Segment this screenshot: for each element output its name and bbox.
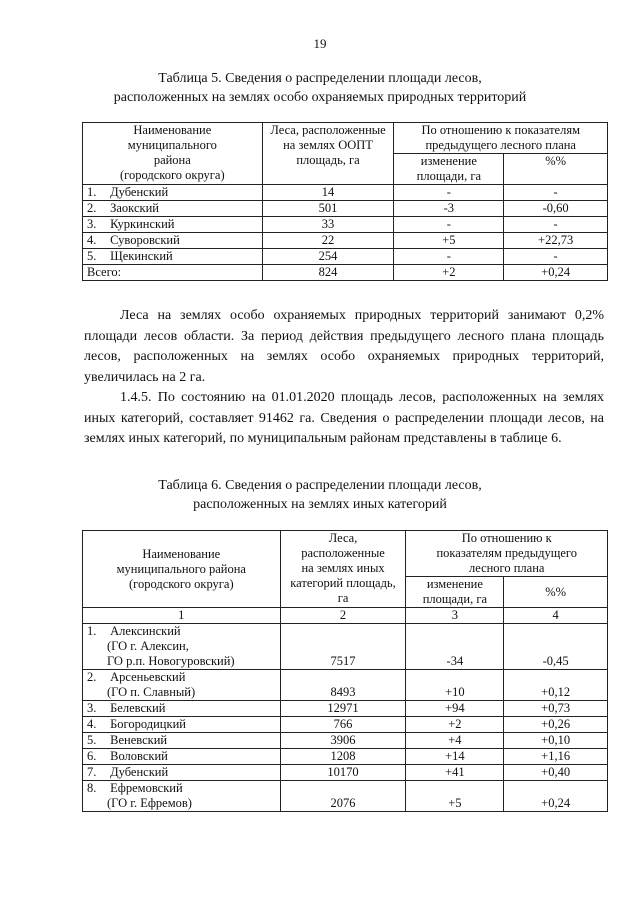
district-subname: (ГО г. Алексин, xyxy=(107,639,189,653)
table5-cell-name xyxy=(83,249,263,265)
table5-header-relation xyxy=(394,123,608,154)
table6-cell-area: 12971 xyxy=(280,701,406,717)
table6-cell-change: +2 xyxy=(406,717,504,733)
table5-total-area: 824 xyxy=(262,265,394,281)
table6-cell-name xyxy=(83,717,281,733)
table5-cell-percent: +22,73 xyxy=(504,233,608,249)
table6-caption xyxy=(0,476,640,514)
table6-cell-change: -34 xyxy=(406,624,504,670)
table5-header-percent: %% xyxy=(504,154,608,185)
table5-header-forest-line: площадь, га xyxy=(296,153,360,167)
col-number: 3 xyxy=(406,608,504,624)
table-row xyxy=(83,717,608,733)
table-row xyxy=(83,670,608,701)
table5-header-change-line: изменение xyxy=(420,154,477,168)
table5-header-forest-line: на землях ООПТ xyxy=(283,138,373,152)
table5-header-row xyxy=(83,123,608,154)
district-name: Суворовский xyxy=(110,233,180,247)
col-number: 4 xyxy=(504,608,608,624)
table6-cell-area: 3906 xyxy=(280,733,406,749)
table6-header-relation-line: лесного плана xyxy=(468,561,545,575)
table5-cell-area: 501 xyxy=(262,201,394,217)
table5-caption-line2: расположенных на землях особо охраняемых природных территорий xyxy=(113,90,527,105)
row-number: 2. xyxy=(87,670,97,684)
table5-cell-change: - xyxy=(394,185,504,201)
table6-cell-name xyxy=(83,765,281,781)
table6-cell-area: 10170 xyxy=(280,765,406,781)
table5-header-change xyxy=(394,154,504,185)
table-row xyxy=(83,733,608,749)
table6-header-row xyxy=(83,531,608,577)
district-name: Ефремовский xyxy=(110,781,183,795)
table5-header-name-line: Наименование xyxy=(133,123,212,137)
table6-header-forest xyxy=(280,531,406,608)
district-name: Щекинский xyxy=(110,249,173,263)
row-number: 1. xyxy=(87,185,97,199)
table6-cell-area: 1208 xyxy=(280,749,406,765)
table6-cell-name xyxy=(83,670,281,701)
row-number: 4. xyxy=(87,233,97,247)
table6-cell-percent: +0,10 xyxy=(504,733,608,749)
table6-cell-percent: +0,12 xyxy=(504,670,608,701)
table5-header-forest-line: Леса, расположенные xyxy=(270,123,386,137)
page-number: 19 xyxy=(313,36,327,51)
row-number: 3. xyxy=(87,701,97,715)
table6-header-percent: %% xyxy=(504,577,608,608)
table6-cell-change: +10 xyxy=(406,670,504,701)
table-row xyxy=(83,701,608,717)
table6-cell-change: +41 xyxy=(406,765,504,781)
table5-cell-area: 33 xyxy=(262,217,394,233)
table6-cell-area: 7517 xyxy=(280,624,406,670)
table6-header-change xyxy=(406,577,504,608)
table5-total-label: Всего: xyxy=(83,265,263,281)
table5-cell-percent: - xyxy=(504,185,608,201)
table6-cell-name xyxy=(83,733,281,749)
table5-cell-change: - xyxy=(394,249,504,265)
district-name: Воловский xyxy=(110,749,168,763)
table5-cell-change: - xyxy=(394,217,504,233)
table-row xyxy=(83,781,608,812)
table6-header-forest-line: га xyxy=(337,591,349,605)
table-row xyxy=(83,749,608,765)
table5-header-forest xyxy=(262,123,394,185)
district-subname: (ГО п. Славный) xyxy=(107,685,196,699)
table-row xyxy=(83,201,608,217)
table6-cell-percent: +0,26 xyxy=(504,717,608,733)
table5-total-change: +2 xyxy=(394,265,504,281)
row-number: 5. xyxy=(87,733,97,747)
row-number: 1. xyxy=(87,624,97,638)
row-number: 3. xyxy=(87,217,97,231)
row-number: 7. xyxy=(87,765,97,779)
table6-header-name-line: Наименование xyxy=(142,546,221,561)
table6-caption-line1: Таблица 6. Сведения о распределении площади лесов, xyxy=(158,478,482,493)
table5-cell-change: +5 xyxy=(394,233,504,249)
table6-header-relation xyxy=(406,531,608,577)
table6-cell-change: +4 xyxy=(406,733,504,749)
table5-header-name-line: муниципального xyxy=(127,138,217,152)
table6-header-change-line: площади, га xyxy=(422,592,488,606)
col-number: 2 xyxy=(280,608,406,624)
district-name: Заокский xyxy=(110,201,159,215)
table5-total-row xyxy=(83,265,608,281)
table5 xyxy=(82,122,608,281)
table5-header-name xyxy=(83,123,263,185)
table6-cell-percent: -0,45 xyxy=(504,624,608,670)
district-subname: ГО р.п. Новогуровский) xyxy=(107,654,235,668)
table5-cell-name xyxy=(83,201,263,217)
table6-header-forest-line: категорий площадь, xyxy=(290,576,396,590)
table5-cell-name xyxy=(83,233,263,249)
table6-cell-change: +94 xyxy=(406,701,504,717)
table5-caption-line1: Таблица 5. Сведения о распределении площади лесов, xyxy=(158,71,482,86)
table5-cell-area: 14 xyxy=(262,185,394,201)
district-name: Куркинский xyxy=(110,217,175,231)
table6-cell-name xyxy=(83,749,281,765)
district-name: Белевский xyxy=(110,701,166,715)
table6-header-name xyxy=(83,531,281,608)
district-name: Алексинский xyxy=(110,624,181,638)
table6-column-numbers xyxy=(83,608,608,624)
district-name: Богородицкий xyxy=(110,717,186,731)
table5-header-relation-line: По отношению к показателям xyxy=(421,123,580,137)
body-text xyxy=(84,306,604,450)
table-row xyxy=(83,233,608,249)
table6-header-change-line: изменение xyxy=(426,577,483,591)
table5-caption xyxy=(0,69,640,107)
paragraph: Леса на землях особо охраняемых природных территорий занимают 0,2% площади лесов области. За период действия предыдущего лесного плана площадь лесов, расположенных на землях особо охраняемых природных территорий, увеличилась на 2 га. xyxy=(84,308,604,385)
table5-cell-percent: - xyxy=(504,249,608,265)
table6-cell-area: 2076 xyxy=(280,781,406,812)
table6-cell-name xyxy=(83,701,281,717)
paragraph: 1.4.5. По состоянию на 01.01.2020 площадь лесов, расположенных на землях иных категорий, составляет 91462 га. Сведения о распределении площади лесов, на землях иных категорий, по муниципальным районам представлены в таблице 6. xyxy=(84,390,604,446)
table5-cell-percent: - xyxy=(504,217,608,233)
table-row xyxy=(83,624,608,670)
table-row xyxy=(83,249,608,265)
table6-header-name-line: (городского округа) xyxy=(128,576,234,591)
table6-header-forest-line: на землях иных xyxy=(301,561,385,575)
table5-header-name-line: района xyxy=(153,153,191,167)
table6-header-forest-line: расположенные xyxy=(301,546,385,560)
table6-caption-line2: расположенных на землях иных категорий xyxy=(193,497,447,512)
table6-cell-percent: +1,16 xyxy=(504,749,608,765)
district-name: Веневский xyxy=(110,733,168,747)
table6 xyxy=(82,530,608,812)
table5-total-percent: +0,24 xyxy=(504,265,608,281)
table5-cell-area: 22 xyxy=(262,233,394,249)
table6-cell-area: 8493 xyxy=(280,670,406,701)
table6-cell-name xyxy=(83,624,281,670)
table6-header-forest-line: Леса, xyxy=(328,531,358,545)
district-name: Дубенский xyxy=(110,765,169,779)
table5-cell-area: 254 xyxy=(262,249,394,265)
table5-cell-name xyxy=(83,185,263,201)
table5-cell-percent: -0,60 xyxy=(504,201,608,217)
row-number: 6. xyxy=(87,749,97,763)
table6-cell-name xyxy=(83,781,281,812)
table6-cell-area: 766 xyxy=(280,717,406,733)
district-subname: (ГО г. Ефремов) xyxy=(107,796,192,810)
table5-header-relation-line: предыдущего лесного плана xyxy=(425,138,576,152)
row-number: 8. xyxy=(87,781,97,795)
row-number: 5. xyxy=(87,249,97,263)
table6-cell-percent: +0,24 xyxy=(504,781,608,812)
table-row xyxy=(83,185,608,201)
table6-cell-change: +5 xyxy=(406,781,504,812)
table-row xyxy=(83,217,608,233)
table5-header-name-line: (городского округа) xyxy=(119,168,225,182)
table6-cell-percent: +0,73 xyxy=(504,701,608,717)
table5-cell-name xyxy=(83,217,263,233)
table5-header-change-line: площади, га xyxy=(416,169,481,183)
district-name: Арсеньевский xyxy=(110,670,186,684)
table6-header-name-line: муниципального района xyxy=(116,561,246,576)
table5-cell-change: -3 xyxy=(394,201,504,217)
table6-header-relation-line: показателям предыдущего xyxy=(436,546,577,560)
col-number: 1 xyxy=(83,608,281,624)
table6-header-relation-line: По отношению к xyxy=(461,531,552,545)
district-name: Дубенский xyxy=(110,185,169,199)
table6-cell-percent: +0,40 xyxy=(504,765,608,781)
row-number: 4. xyxy=(87,717,97,731)
row-number: 2. xyxy=(87,201,97,215)
table6-cell-change: +14 xyxy=(406,749,504,765)
table-row xyxy=(83,765,608,781)
